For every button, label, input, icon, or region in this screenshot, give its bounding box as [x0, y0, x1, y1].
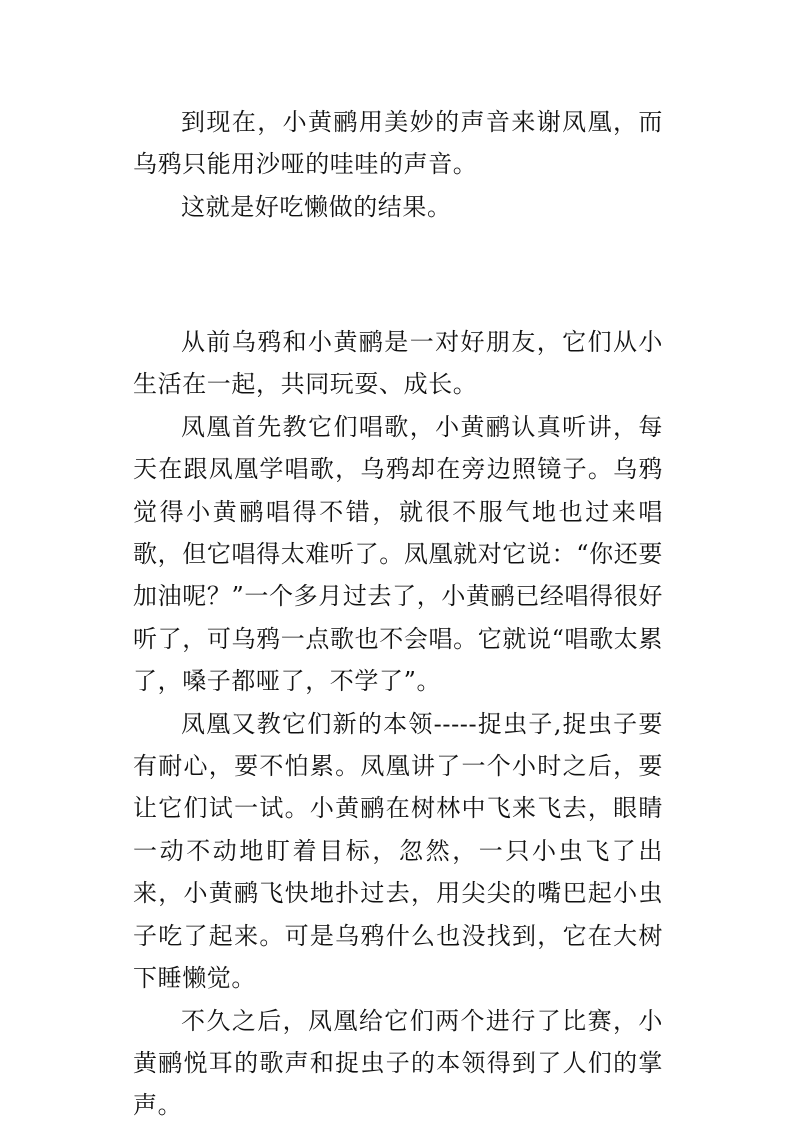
paragraph: 不久之后，凤凰给它们两个进行了比赛，小黄鹂悦耳的歌声和捉虫子的本领得到了人们的掌声。	[133, 1006, 663, 1120]
paragraph: 凤凰首先教它们唱歌，小黄鹂认真听讲，每天在跟凤凰学唱歌，乌鸦却在旁边照镜子。乌鸦觉得小黄鹂唱得不错，就很不服气地也过来唱歌，但它唱得太难听了。凤凰就对它说：“你还要加油呢？”一个多月过去了，小黄鹂已经唱得很好听了，可乌鸦一点歌也不会唱。它就说“唱歌太累了，嗓子都哑了，不学了”。	[133, 412, 663, 696]
paragraph: 这就是好吃懒做的结果。	[181, 192, 452, 221]
story-ending-section	[133, 101, 663, 228]
paragraph: 从前乌鸦和小黄鹂是一对好朋友，它们从小生活在一起，共同玩耍、成长。	[133, 328, 663, 399]
story-section	[133, 321, 663, 1127]
paragraph: 到现在，小黄鹂用美妙的声音来谢凤凰，而乌鸦只能用沙哑的哇哇的声音。	[133, 108, 663, 179]
paragraph: 凤凰又教它们新的本领-----捉虫子,捉虫子要有耐心，要不怕累。凤凰讲了一个小时之后，要让它们试一试。小黄鹂在树林中飞来飞去，眼睛一动不动地盯着目标，忽然，一只小虫飞了出来，小黄鹂飞快地扑过去，用尖尖的嘴巴起小虫子吃了起来。可是乌鸦什么也没找到，它在大树下睡懒觉。	[133, 709, 663, 993]
